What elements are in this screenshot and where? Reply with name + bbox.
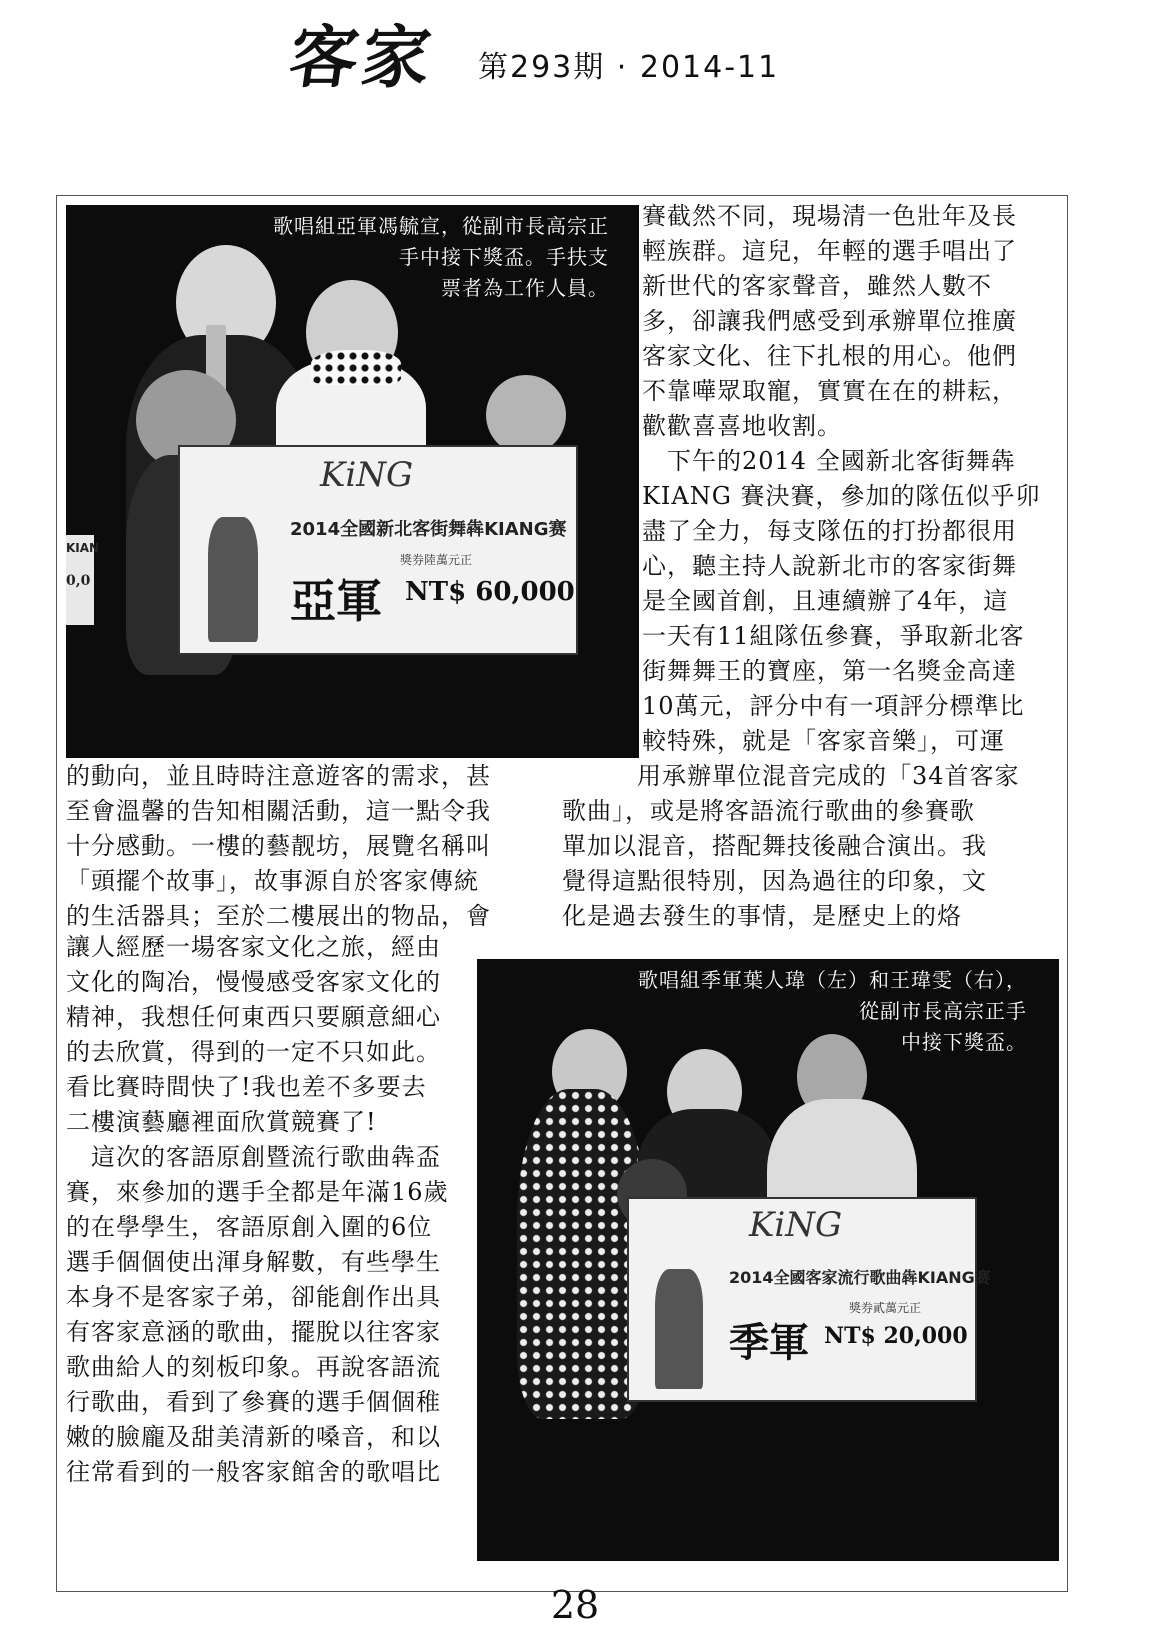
- caption-line: 歌唱組季軍葉人瑋（左）和王瑋雯（右），: [638, 968, 1027, 992]
- text-line: 歌曲給人的刻板印象。再說客語流: [66, 1353, 441, 1381]
- board-brand: KiNG: [320, 455, 414, 495]
- text-line: 看比賽時間快了!我也差不多要去: [66, 1073, 427, 1101]
- caption-line: 手中接下獎盃。手扶支: [399, 245, 609, 269]
- text-line: 二樓演藝廳裡面欣賞競賽了!: [66, 1108, 377, 1136]
- text-line: 盡了全力，每支隊伍的打扮都很用: [642, 517, 1017, 545]
- text-line: 選手個個使出渾身解數，有些學生: [66, 1248, 441, 1276]
- text-line: 有客家意涵的歌曲，擺脫以往客家: [66, 1318, 441, 1346]
- text-line: 這次的客語原創暨流行歌曲犇盃: [66, 1143, 441, 1171]
- prize-board: [627, 1197, 991, 1402]
- text-line: 往常看到的一般客家館舍的歌唱比: [66, 1458, 441, 1486]
- text-line: 較特殊，就是「客家音樂」，可運: [642, 727, 1005, 755]
- text-line: 歌曲」，或是將客語流行歌曲的參賽歌: [562, 797, 975, 825]
- photo-third-place: [477, 959, 1059, 1561]
- text-line: 新世代的客家聲音，雖然人數不: [642, 272, 992, 300]
- photo-caption: [567, 965, 1027, 1058]
- side-fragment-text: 0,0: [66, 573, 91, 589]
- text-line: 「頭擺个故事」，故事源自於客家傳統: [66, 867, 479, 895]
- text-line: 精神，我想任何東西只要願意細心: [66, 1003, 441, 1031]
- text-line: 化是過去發生的事情，是歷史上的烙: [562, 902, 962, 930]
- board-brand: KiNG: [749, 1205, 843, 1245]
- board-title: 2014全國客家流行歌曲犇KIANG赛: [729, 1268, 991, 1287]
- text-line: 的生活器具；至於二樓展出的物品，會: [66, 902, 491, 930]
- text-line: 文化的陶冶，慢慢感受客家文化的: [66, 968, 441, 996]
- text-line: 賽，來參加的選手全都是年滿16歲: [66, 1178, 449, 1206]
- caption-line: 票者為工作人員。: [441, 276, 609, 300]
- article-middle-column: [562, 759, 1062, 934]
- side-fragment-text: KIAN: [66, 541, 100, 555]
- masthead: [0, 0, 1150, 120]
- board-sub: 獎券陸萬元正: [400, 553, 473, 567]
- board-amount: NT$ 20,000: [824, 1323, 968, 1349]
- text-line: 一天有11組隊伍參賽，爭取新北客: [642, 622, 1025, 650]
- issue-label: 第293期 · 2014-11: [478, 50, 780, 85]
- text-line: 不靠嘩眾取寵，實實在在的耕耘，: [642, 377, 1017, 405]
- photo-runner-up: [66, 205, 639, 758]
- article-left-column-bottom: [66, 930, 476, 1490]
- text-line: 多，卻讓我們感受到承辦單位推廣: [642, 307, 1017, 335]
- caption-line: 中接下獎盃。: [901, 1030, 1027, 1054]
- text-line: 的動向，並且時時注意遊客的需求，甚: [66, 762, 491, 790]
- text-line: 行歌曲，看到了參賽的選手個個稚: [66, 1388, 441, 1416]
- board-amount: NT$ 60,000: [405, 577, 575, 607]
- caption-line: 歌唱組亞軍馮毓宣，從副市長高宗正: [273, 214, 609, 238]
- side-board-fragment: [66, 535, 100, 625]
- dancer-graphic: [208, 517, 258, 642]
- photo-caption: [229, 211, 609, 304]
- text-line: 用承辦單位混音完成的「34首客家: [562, 762, 1020, 790]
- text-line: KIANG 賽決賽，參加的隊伍似乎卯: [642, 482, 1041, 510]
- board-title: 2014全國新北客街舞犇KIANG赛: [290, 519, 567, 540]
- text-line: 是全國首創，且連續辦了4年，這: [642, 587, 1009, 615]
- text-line: 的去欣賞，得到的一定不只如此。: [66, 1038, 441, 1066]
- article-right-column: [642, 199, 1062, 759]
- text-line: 輕族群。這兒，年輕的選手唱出了: [642, 237, 1017, 265]
- prize-board: [178, 445, 578, 655]
- article-left-column-top: [66, 759, 556, 934]
- text-line: 十分感動。一樓的藝靓坊，展覽名稱叫: [66, 832, 491, 860]
- text-line: 10萬元，評分中有一項評分標準比: [642, 692, 1025, 720]
- text-line: 客家文化、往下扎根的用心。他們: [642, 342, 1017, 370]
- text-line: 歡歡喜喜地收割。: [642, 412, 842, 440]
- board-sub: 獎券貳萬元正: [849, 1301, 922, 1315]
- text-line: 下午的2014 全國新北客街舞犇: [642, 447, 1016, 475]
- board-prize: 季軍: [729, 1320, 809, 1366]
- board-prize: 亞軍: [290, 574, 382, 628]
- text-line: 本身不是客家子弟，卻能創作出具: [66, 1283, 441, 1311]
- text-line: 街舞舞王的寶座，第一名獎金高達: [642, 657, 1017, 685]
- page-number: 28: [550, 1583, 600, 1627]
- caption-line: 從副市長高宗正手: [859, 999, 1027, 1023]
- polka-collar: [311, 350, 401, 385]
- text-line: 心，聽主持人說新北市的客家街舞: [642, 552, 1017, 580]
- magazine-logo: 客家: [284, 18, 440, 98]
- person-head: [486, 375, 566, 455]
- text-line: 至會溫馨的告知相關活動，這一點令我: [66, 797, 491, 825]
- text-line: 讓人經歷一場客家文化之旅，經由: [66, 933, 441, 961]
- text-line: 的在學學生，客語原創入圍的6位: [66, 1213, 433, 1241]
- text-line: 賽截然不同，現場清一色壯年及長: [642, 202, 1017, 230]
- dancer-graphic: [655, 1269, 703, 1389]
- text-line: 覺得這點很特別，因為過往的印象，文: [562, 867, 987, 895]
- text-line: 單加以混音，搭配舞技後融合演出。我: [562, 832, 987, 860]
- text-line: 嫩的臉龐及甜美清新的嗓音，和以: [66, 1423, 441, 1451]
